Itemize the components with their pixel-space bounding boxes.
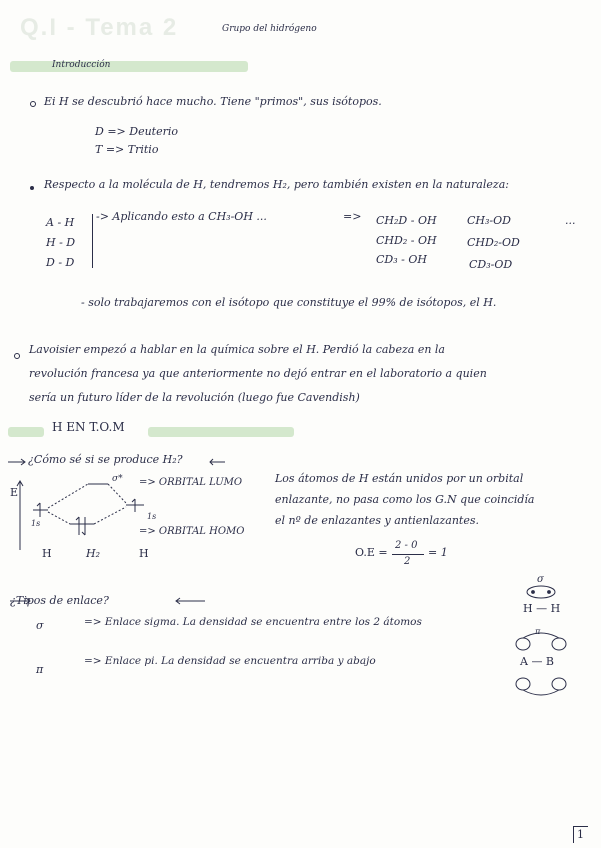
page-title: Q.I - Tema 2 (20, 14, 179, 41)
pi-explanation: => Enlace pi. La densidad se encuentra arriba y abajo (84, 655, 376, 667)
page-subtitle: Grupo del hidrógeno (222, 24, 317, 34)
atom-label-left: H (42, 547, 52, 560)
orbital-1s-left: 1s (31, 519, 41, 528)
bond-order-label: O.E = (355, 546, 388, 559)
applying-text: -> Aplicando esto a CH₃-OH ... (96, 210, 267, 223)
ellipsis: ... (565, 214, 576, 227)
formula-col1-3: CD₃ - OH (376, 253, 427, 266)
pair-1: A - H (46, 216, 75, 229)
bond-order-numerator: 2 - 0 (395, 540, 418, 551)
pair-3: D - D (46, 256, 75, 269)
pi-symbol: π (36, 663, 44, 676)
formula-col2-3: CD₃-OD (469, 258, 513, 271)
arrow: => (343, 210, 362, 223)
pi-diagram-label: π (535, 627, 541, 636)
formula-col1-2: CHD₂ - OH (376, 234, 437, 247)
homo-label: => ORBITAL HOMO (139, 526, 245, 537)
energy-axis-label: E (10, 486, 19, 499)
isotope-note: - solo trabajaremos con el isótopo que constituye el 99% de isótopos, el H. (81, 296, 497, 309)
intro-paragraph-1: Ei H se descubrió hace mucho. Tiene "primos", sus isótopos. (44, 95, 382, 108)
lumo-label: => ORBITAL LUMO (139, 477, 243, 488)
sigma-diagram-atoms: H — H (523, 602, 561, 615)
bond-order-denominator: 2 (404, 556, 411, 567)
bond-order-result: = 1 (428, 546, 448, 559)
bonds-question: ¿Tipos de enlace? (10, 594, 109, 607)
tom-question: ¿Cómo sé si se produce H₂? (28, 453, 183, 466)
tom-explanation-3: el nº de enlazantes y antienlazantes. (275, 514, 479, 527)
formula-col1-1: CH₂D - OH (376, 214, 437, 227)
formula-col2-1: CH₃-OD (467, 214, 511, 227)
sigma-explanation: => Enlace sigma. La densidad se encuentra entre los 2 átomos (84, 616, 422, 628)
sigma-star-label: σ* (112, 474, 123, 484)
isotope-deuterium: D => Deuterio (95, 125, 178, 138)
tom-explanation-2: enlazante, no pasa como los G.N que coincidía (275, 493, 535, 506)
molecule-label: H₂ (86, 547, 101, 560)
section-heading-tom: H EN T.O.M (52, 420, 125, 434)
pi-diagram-atoms: A — B (520, 655, 555, 668)
lavoisier-line-3: sería un futuro líder de la revolución (luego fue Cavendish) (29, 391, 360, 404)
atom-label-right: H (139, 547, 149, 560)
lavoisier-line-1: Lavoisier empezó a hablar en la química sobre el H. Perdió la cabeza en la (29, 343, 445, 356)
orbital-1s-right: 1s (147, 512, 157, 521)
intro-paragraph-2: Respecto a la molécula de H, tendremos H₂, pero también existen en la naturaleza: (44, 178, 509, 191)
section-heading-intro: Introducción (52, 60, 111, 70)
isotope-tritium: T => Tritio (95, 143, 159, 156)
lavoisier-line-2: revolución francesa ya que anteriormente no dejó entrar en el laboratorio a quien (29, 367, 487, 380)
sigma-symbol: σ (36, 619, 44, 632)
formula-col2-2: CHD₂-OD (467, 236, 520, 249)
tom-explanation-1: Los átomos de H están unidos por un orbital (275, 472, 524, 485)
page-number: 1 (577, 828, 584, 841)
sigma-diagram-label: σ (537, 574, 544, 585)
pair-2: H - D (46, 236, 76, 249)
